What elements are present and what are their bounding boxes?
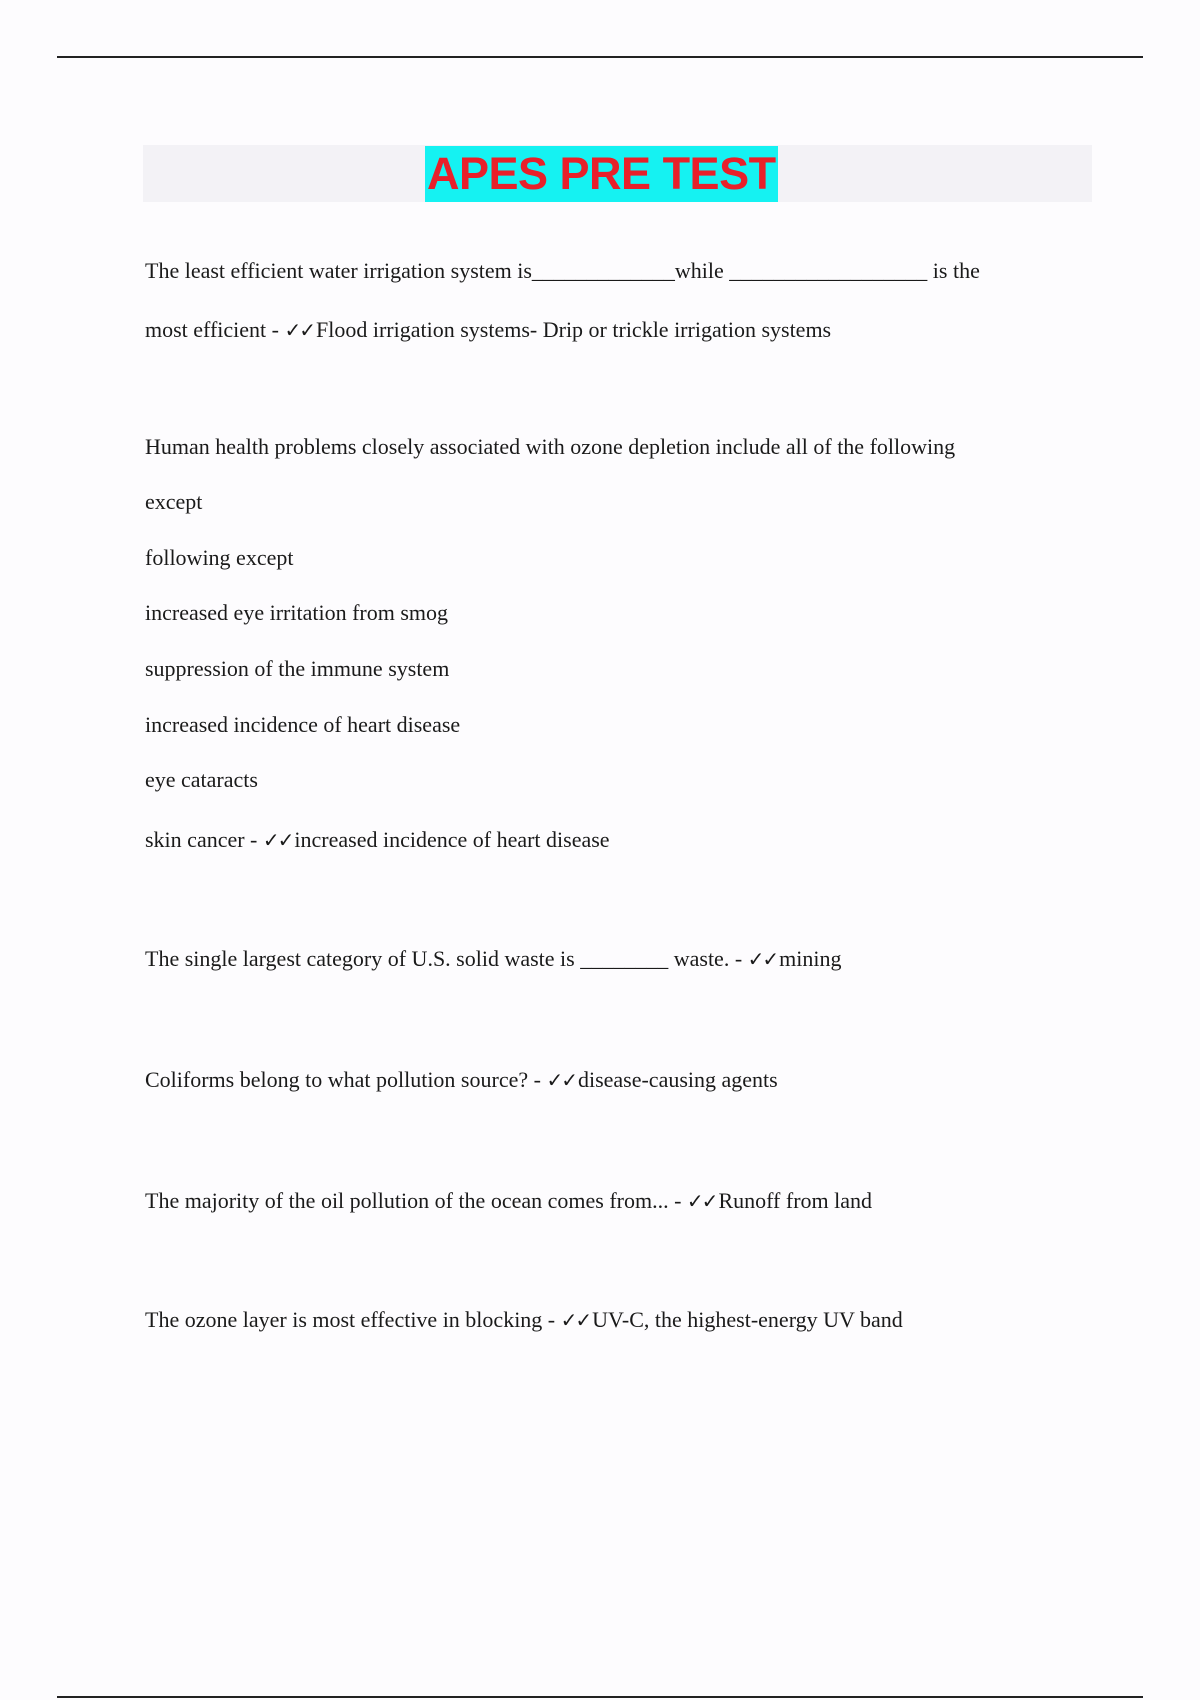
- question-2-line-1: Human health problems closely associated with ozone depletion include all of the following: [145, 434, 956, 459]
- check-mark-icon: ✓✓: [284, 318, 315, 342]
- question-2-line-3: following except: [145, 545, 294, 570]
- check-mark-icon: ✓✓: [560, 1308, 591, 1332]
- question-2-option-5: [145, 826, 610, 854]
- question-1-answer: Flood irrigation systems- Drip or trickle irrigation systems: [316, 317, 832, 342]
- question-4: [145, 1066, 778, 1094]
- question-6: [145, 1306, 903, 1334]
- question-5-answer: Runoff from land: [718, 1188, 873, 1213]
- question-3: [145, 945, 842, 973]
- question-2-line-2: except: [145, 489, 203, 514]
- question-1-line-1: The least efficient water irrigation system is_____________while __________________ is the: [145, 258, 980, 283]
- check-mark-icon: ✓✓: [262, 828, 293, 852]
- check-mark-icon: ✓✓: [686, 1189, 717, 1213]
- question-1-line-2: [145, 316, 831, 344]
- check-mark-icon: ✓✓: [747, 947, 778, 971]
- question-4-answer: disease-causing agents: [577, 1067, 778, 1092]
- question-2-option-3: increased incidence of heart disease: [145, 712, 461, 737]
- question-3-answer: mining: [779, 946, 842, 971]
- question-3-prefix: The single largest category of U.S. solid waste is ________ waste. -: [145, 946, 748, 971]
- question-2-answer: increased incidence of heart disease: [294, 827, 610, 852]
- question-5-prefix: The majority of the oil pollution of the ocean comes from... -: [145, 1188, 687, 1213]
- question-2-option-4: eye cataracts: [145, 767, 258, 792]
- check-mark-icon: ✓✓: [546, 1068, 576, 1092]
- top-rule: [57, 56, 1143, 58]
- question-2-option-5-prefix: skin cancer -: [145, 827, 263, 852]
- question-1-prefix: most efficient -: [145, 317, 285, 342]
- question-6-answer: UV-C, the highest-energy UV band: [592, 1307, 903, 1332]
- page-title: APES PRE TEST: [425, 146, 778, 202]
- bottom-rule: [57, 1696, 1143, 1698]
- question-4-prefix: Coliforms belong to what pollution source? -: [145, 1067, 547, 1092]
- question-6-prefix: The ozone layer is most effective in blocking -: [145, 1307, 561, 1332]
- question-2-option-2: suppression of the immune system: [145, 656, 450, 681]
- question-5: [145, 1187, 872, 1215]
- question-2-option-1: increased eye irritation from smog: [145, 600, 449, 625]
